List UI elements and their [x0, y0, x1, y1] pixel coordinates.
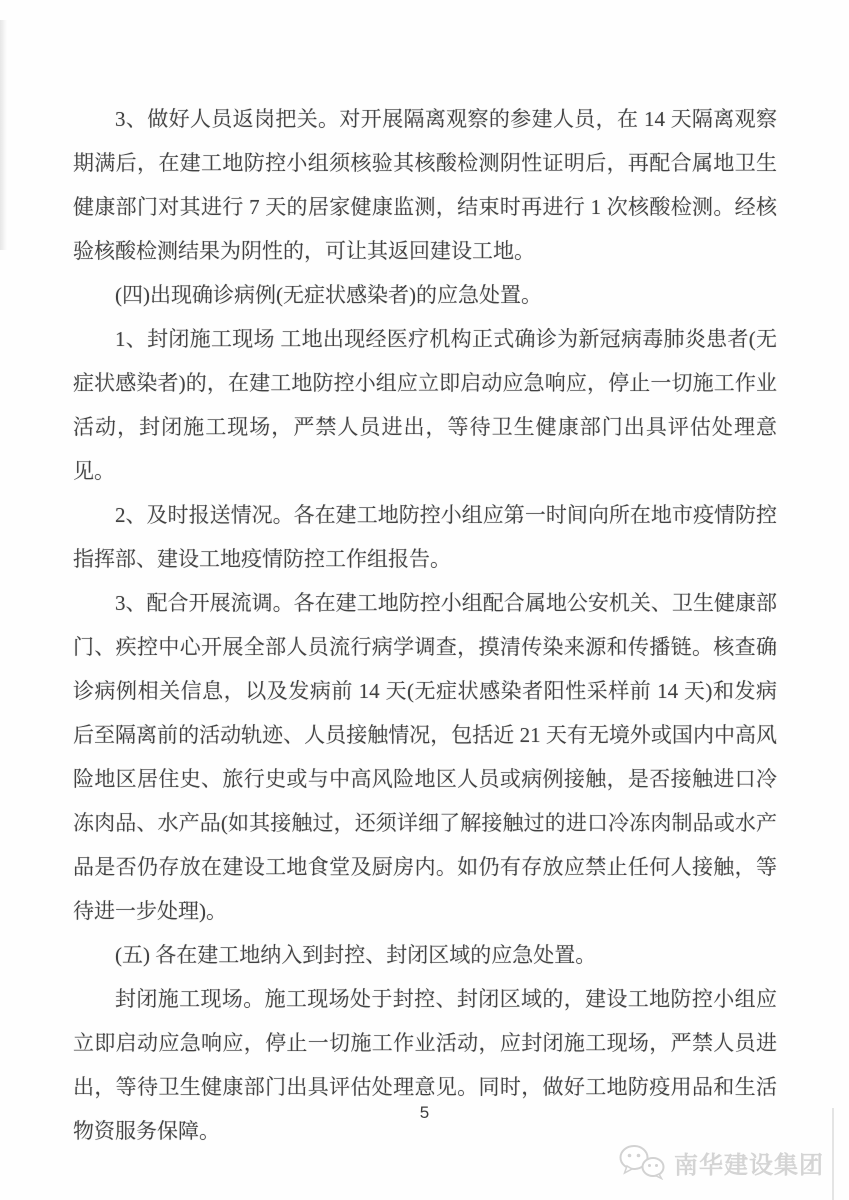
paragraph-epidemiological-survey: 3、配合开展流调。各在建工地防控小组配合属地公安机关、卫生健康部门、疾控中心开展全部人员流行病学调查，摸清传染来源和传播链。核查确诊病例相关信息，以及发病前 14 天(无症状感染者阳性采样前 14 天)和发病后至隔离前的活动轨迹、人员接触情况，包括近 21 天有无境外或国内中高风险地区居住史、旅行史或与中高风险地区人员或病例接触，是否接触进口冷冻肉品、水产品(如其接触过，还须详细了解接触过的进口冷冻肉制品或水产品是否仍存放在建设工地食堂及厨房内。如仍有存放应禁止任何人接触，等待进一步处理)。	[73, 591, 777, 923]
section-heading-confirmed-cases: (四)出现确诊病例(无症状感染者)的应急处置。	[115, 283, 542, 307]
document-body	[73, 97, 777, 1153]
paragraph-close-site: 1、封闭施工现场 工地出现经医疗机构正式确诊为新冠病毒肺炎患者(无症状感染者)的，在建工地防控小组应立即启动应急响应，停止一切施工作业活动，封闭施工现场，严禁人员进出，等待卫生健康部门出具评估处理意见。	[73, 327, 777, 483]
paragraph-report-situation: 2、及时报送情况。各在建工地防控小组应第一时间向所在地市疫情防控指挥部、建设工地疫情防控工作组报告。	[73, 503, 777, 571]
wechat-icon	[618, 1144, 666, 1180]
paragraph-return-to-work: 3、做好人员返岗把关。对开展隔离观察的参建人员，在 14 天隔离观察期满后，在建工地防控小组须核验其核酸检测阴性证明后，再配合属地卫生健康部门对其进行 7 天的居家健康监测，结束时再进行 1 次核酸检测。经核验核酸检测结果为阴性的，可让其返回建设工地。	[73, 107, 777, 263]
footer-brand	[618, 1144, 824, 1180]
scan-artifact-left	[0, 20, 7, 250]
footer-brand-text: 南华建设集团	[674, 1151, 824, 1179]
paragraph-lockdown-response: 封闭施工现场。施工现场处于封控、封闭区域的，建设工地防控小组应立即启动应急响应，停止一切施工作业活动，应封闭施工现场，严禁人员进出，等待卫生健康部门出具评估处理意见。同时，做好工地防疫用品和生活物资服务保障。	[73, 987, 777, 1143]
page-number: 5	[419, 1103, 430, 1122]
section-heading-lockdown-zones: (五) 各在建工地纳入到封控、封闭区域的应急处置。	[115, 943, 597, 967]
